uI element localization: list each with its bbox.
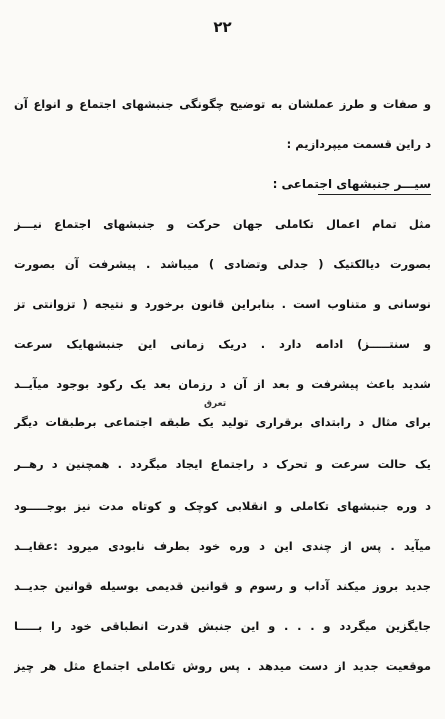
- text-line-6: نوسانی و متناوب است . بنابراین قانون برخورد و نتیجه ( تزوانتی تز: [14, 297, 431, 311]
- text-line-15: موقعیت جدید از دست میدهد . پس روش تکاملی اجتماع مثل هر چیز: [14, 659, 431, 673]
- text-line-1: و صفات و طرز عملشان به توضیح چگونگی جنبشهای اجتماع و انواع آن: [14, 97, 431, 111]
- margin-note: تعرق: [204, 399, 227, 409]
- text-line-11: د وره جنبشهای تکاملی و انقلابی کوچک و کوتاه مدت نیز بوجـــــود: [14, 499, 431, 513]
- page-number: ٢٢: [213, 18, 232, 36]
- section-heading: سیـــر جنبشهای اجتماعی :: [272, 177, 431, 191]
- text-line-8: شدید باعث پیشرفت و بعد از آن د رزمان بعد یک رکود بوجود میآیــد: [14, 377, 431, 391]
- text-line-9: برای مثال د رابتدای برقراری تولید یک طبقه اجتماعی برطبقات دیگر: [14, 415, 431, 429]
- text-line-12: میآید . پس از چندی این د وره خود بطرف نابودی میرود :عقایــد: [14, 539, 431, 553]
- text-line-4: مثل تمام اعمال تکاملی جهان حرکت و جنبشهای اجتماع نیـــز: [14, 217, 431, 231]
- text-line-14: جایگزین میگردد و . . . و این جنبش قدرت انطباقی خود را بـــــا: [14, 619, 431, 633]
- heading-underline: [318, 194, 431, 195]
- text-line-10: یک حالت سرعت و تحرک د راجتماع ایجاد میگردد . همچنین د رهــر: [14, 457, 431, 471]
- text-line-7: و سنتـــــز) ادامه دارد . دریک زمانی این جنبشهایک سرعت: [14, 337, 431, 351]
- text-line-5: بصورت دیالکتیک ( جدلی وتضادی ) میباشد . پیشرفت آن بصورت: [14, 257, 431, 271]
- text-line-2: د راین قسمت میپردازیم :: [286, 137, 431, 151]
- text-line-13: جدید بروز میکند آداب و رسوم و قوانین قدیمی بوسیله قوانین جدیــد: [14, 579, 431, 593]
